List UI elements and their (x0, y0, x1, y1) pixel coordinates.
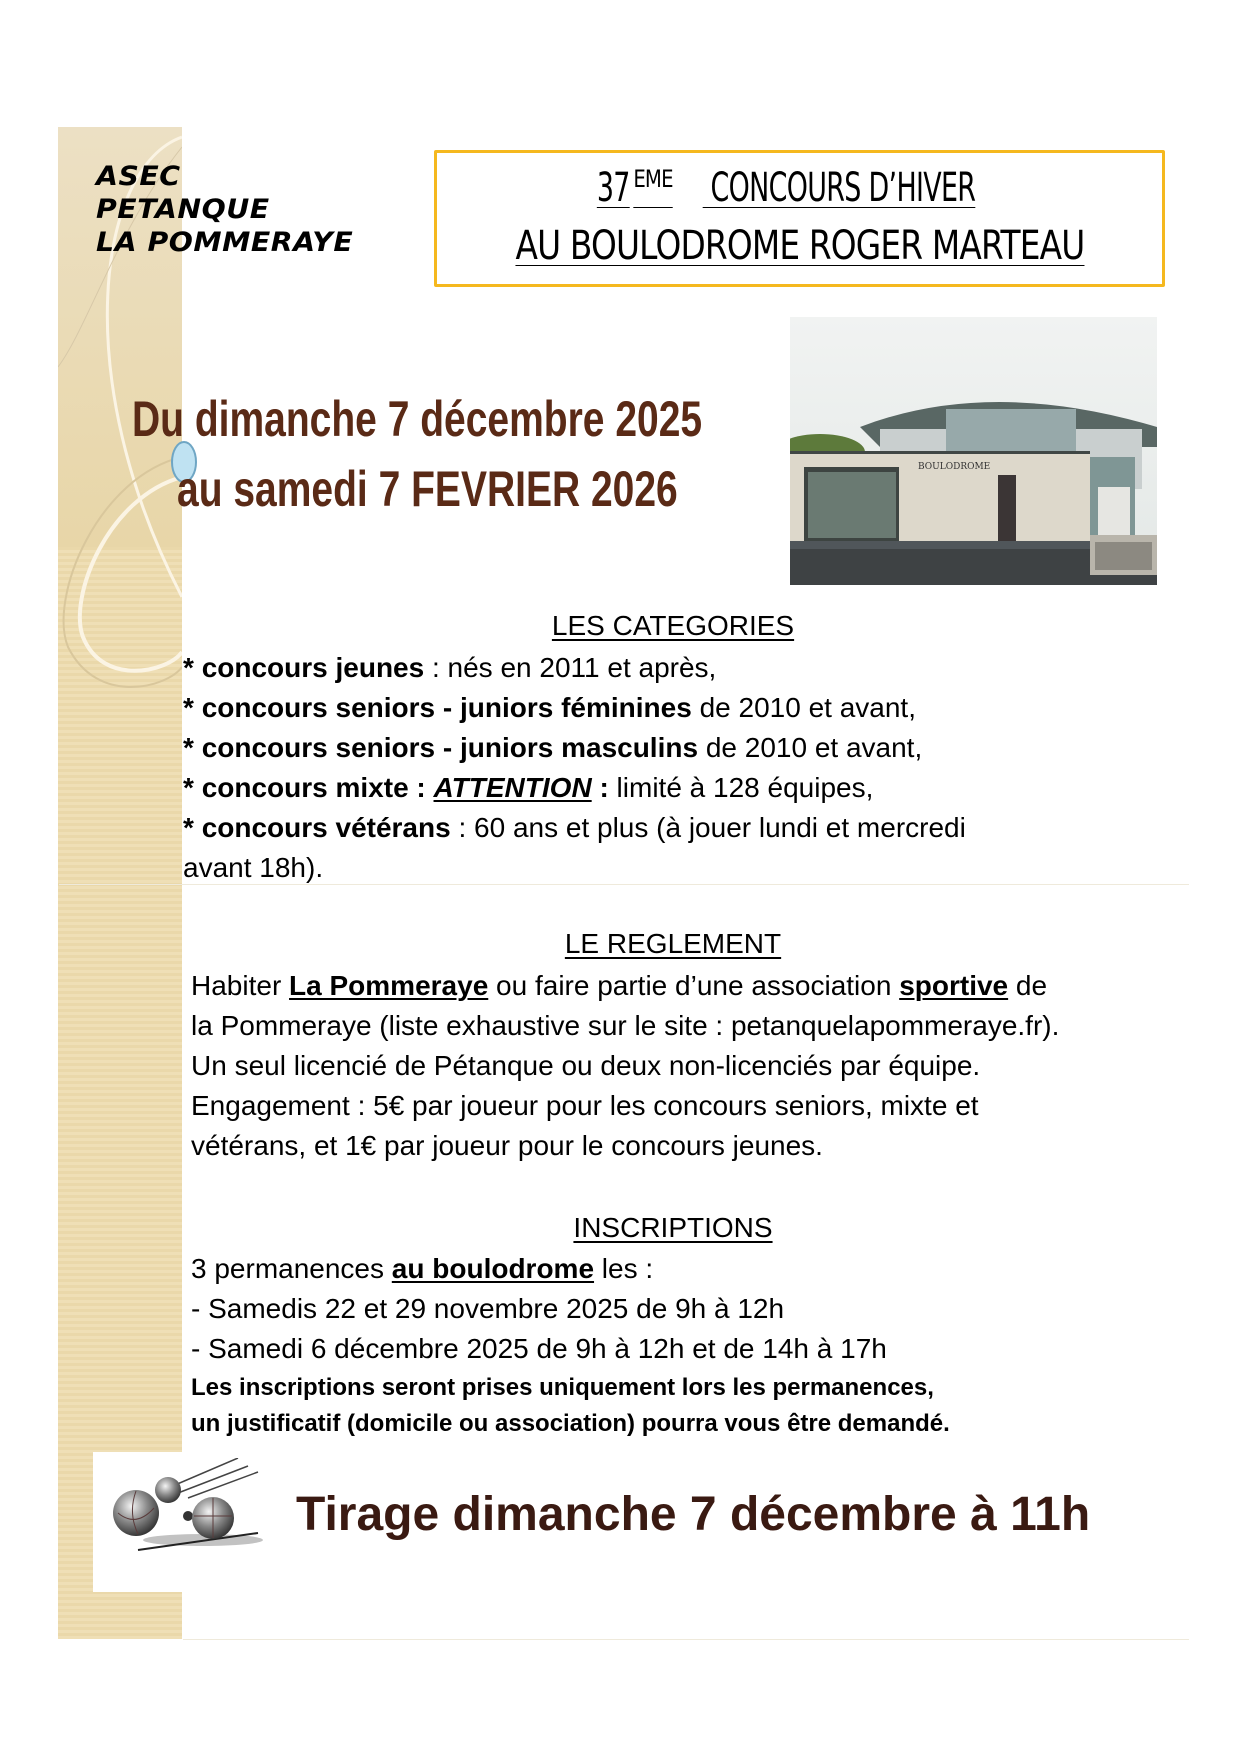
category-colon: : (591, 772, 609, 803)
inscriptions-note: un justificatif (domicile ou association) pourra vous être demandé. (191, 1410, 950, 1437)
inscriptions-date: - Samedi 6 décembre 2025 de 9h à 12h et de 14h à 17h (191, 1333, 887, 1364)
category-detail: : nés en 2011 et après, (424, 652, 717, 683)
category-item (183, 812, 966, 844)
logo-line-3: LA POMMERAYE (96, 227, 354, 258)
attention-warning: ATTENTION (433, 772, 592, 803)
reglement-line: Un seul licencié de Pétanque ou deux non-licenciés par équipe. (191, 1050, 981, 1081)
bullet: * (183, 692, 202, 723)
category-detail: de 2010 et avant, (691, 692, 916, 723)
inscriptions-date: - Samedis 22 et 29 novembre 2025 de 9h à 12h (191, 1293, 785, 1324)
title-line-2 (437, 223, 1162, 269)
inscriptions-heading-text: INSCRIPTIONS (573, 1212, 773, 1243)
category-name: concours vétérans (201, 812, 451, 843)
bullet: * (183, 812, 202, 843)
text: Habiter (191, 970, 290, 1001)
petanque-balls-icon (108, 1458, 273, 1558)
club-logo-text (96, 160, 354, 259)
categories-heading (183, 610, 1163, 642)
bottom-divider (183, 1639, 1189, 1640)
tirage-announcement: Tirage dimanche 7 décembre à 11h (296, 1488, 1091, 1541)
date-range-start: Du dimanche 7 décembre 2025 (132, 391, 703, 447)
title-line2-text: AU BOULODROME ROGER MARTEAU (514, 223, 1085, 269)
category-item (183, 772, 873, 804)
section-divider (59, 884, 1189, 885)
category-name: concours mixte : (201, 772, 434, 803)
category-name: concours seniors - juniors masculins (201, 732, 699, 763)
text: de (1008, 970, 1048, 1001)
reglement-line: Engagement : 5€ par joueur pour les concours seniors, mixte et (191, 1090, 979, 1121)
category-detail: limité à 128 équipes, (608, 772, 874, 803)
reglement-line: la Pommeraye (liste exhaustive sur le site : petanquelapommeraye.fr). (191, 1010, 1060, 1041)
date-range-end: au samedi 7 FEVRIER 2026 (177, 461, 678, 517)
text: ou faire partie d’une association (488, 970, 900, 1001)
bullet: * (183, 772, 202, 803)
inscriptions-line (191, 1253, 653, 1285)
bullet: * (183, 652, 202, 683)
text: les : (594, 1253, 654, 1284)
category-detail: de 2010 et avant, (698, 732, 923, 763)
reglement-heading-text: LE REGLEMENT (564, 928, 782, 959)
inscriptions-heading (183, 1212, 1163, 1244)
category-continuation: avant 18h). (183, 852, 324, 883)
logo-line-1: ASEC (96, 161, 181, 192)
category-item (183, 652, 716, 684)
title-line-1 (437, 165, 1162, 211)
category-name: concours jeunes (201, 652, 425, 683)
category-item (183, 692, 916, 724)
text: 3 permanences (191, 1253, 392, 1284)
reglement-line: vétérans, et 1€ par joueur pour le concours jeunes. (191, 1130, 823, 1161)
inscriptions-note: Les inscriptions seront prises uniquement lors les permanences, (191, 1374, 934, 1401)
title-ordinal: EME (633, 165, 674, 193)
title-line1-text: CONCOURS D’HIVER (702, 165, 976, 211)
location-emphasis: au boulodrome (391, 1253, 595, 1284)
reglement-heading (183, 928, 1163, 960)
event-title-box (434, 150, 1165, 287)
category-detail: : 60 ans et plus (à jouer lundi et mercredi (450, 812, 966, 843)
logo-line-2: PETANQUE (96, 194, 270, 225)
emphasis-sportive: sportive (899, 970, 1009, 1001)
photo-sign-text: BOULODROME (918, 462, 991, 472)
category-name: concours seniors - juniors féminines (201, 692, 692, 723)
reglement-line (191, 970, 1047, 1002)
categories-heading-text: LES CATEGORIES (551, 610, 795, 641)
title-number: 37 (597, 165, 630, 211)
town-name: La Pommeraye (289, 970, 489, 1001)
category-item (183, 732, 922, 764)
bullet: * (183, 732, 202, 763)
boulodrome-photo (790, 317, 1157, 585)
